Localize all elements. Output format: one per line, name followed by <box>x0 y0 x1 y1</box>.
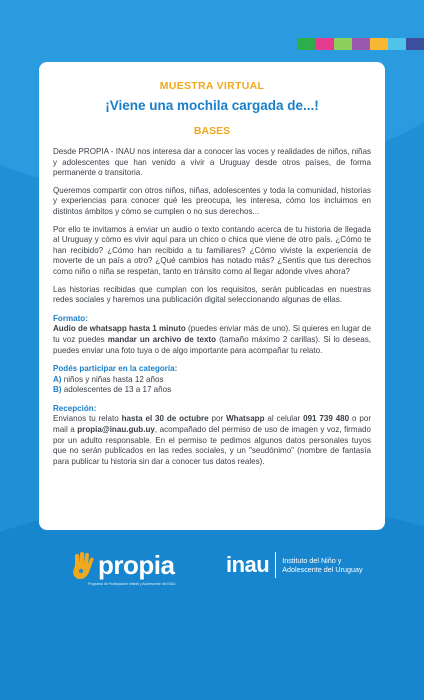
color-strip <box>298 38 424 50</box>
recepcion-heading: Recepción: <box>53 403 97 413</box>
inau-divider <box>275 552 276 578</box>
share-paragraph: Queremos compartir con otros niños, niñas, adolescentes y toda la comunidad, historias y experiencias para conocer qué les preocupa, les interesa, cómo los incluimos en distintos ámbitos y cómo se cumplen o no sus derechos... <box>53 185 371 216</box>
formato-audio-bold: Audio de whatsapp hasta 1 minuto <box>53 324 186 334</box>
strip-block <box>298 38 316 50</box>
invite-paragraph: Por ello te invitamos a enviar un audio o texto contando acerca de tu historia de llegada al Uruguay y cómo es vivir aquí para un chico o chica que viene de otro país. ¿Cómo te han recibido? ¿Cómo han recibido a tu familiares? ¿Cómo viviste la experiencia de moverte de un país a otro? ¿Qué cambios has notado más? ¿Sentís que tus derechos como niño o niña se respetan, tanto en tránsito como al llegar adonde vives ahora? <box>53 224 371 276</box>
strip-block <box>334 38 352 50</box>
recepcion-text-1: Envianos tu relato <box>53 414 122 424</box>
recepcion-text-4: o por mail a <box>53 414 371 435</box>
intro-paragraph: Desde PROPIA - INAU nos interesa dar a conocer las voces y realidades de niños, niñas y adolescentes que han venido a vivir a Uruguay desde otros países, de forma permanente o transitoria. <box>53 147 371 178</box>
strip-block <box>370 38 388 50</box>
propia-tagline: Programa de Participación Infantil y Adolescente del INAU <box>88 582 176 586</box>
propia-logo <box>70 550 174 581</box>
formato-heading: Formato: <box>53 313 88 323</box>
publication-paragraph: Las historias recibidas que cumplan con los requisitos, serán publicadas en nuestras redes sociales y haremos una publicación digital seleccionando algunas de ellas. <box>53 284 371 305</box>
formato-text-1: (puedes enviar más de uno). Si quieres en lugar de tu voz puedes <box>53 324 371 344</box>
recepcion-deadline: hasta el 30 de octubre <box>121 414 209 424</box>
page-title: ¡Viene una mochila cargada de...! <box>105 98 319 113</box>
inau-logo <box>226 552 363 578</box>
footer <box>0 540 424 600</box>
recepcion-email: propia@inau.gub.uy <box>77 425 155 435</box>
formato-paragraph <box>53 324 371 356</box>
categoria-heading: Podés participar en la categoría: <box>53 364 178 374</box>
recepcion-phone: 091 739 480 <box>303 414 350 424</box>
hand-icon <box>70 551 96 581</box>
recepcion-text-3: al celular <box>264 414 304 424</box>
recepcion-text-5: , acompañado del permiso de uso de imagen y voz, firmado por un adulto responsable. En el permiso te pedimos algunos datos personales tuyos que no serán publicados en las redes sociales, y un "seudónimo" (nombre de fantasía para publicar tu historia sin dar a conocer tus datos reales). <box>53 425 371 466</box>
strip-block <box>406 38 424 50</box>
categoria-item-b <box>53 385 371 396</box>
inau-name-line-2: Adolescente del Uruguay <box>282 565 363 574</box>
categoria-item-a <box>53 375 371 386</box>
categoria-letter-a: A) <box>53 374 62 384</box>
strip-block <box>316 38 334 50</box>
inau-wordmark: inau <box>226 552 270 577</box>
section-title-bases: BASES <box>193 125 231 137</box>
kicker-label: MUESTRA VIRTUAL <box>159 80 265 92</box>
recepcion-whatsapp: Whatsapp <box>226 414 265 424</box>
recepcion-text-2: por <box>208 414 227 424</box>
categoria-letter-b: B) <box>53 385 62 395</box>
strip-block <box>388 38 406 50</box>
strip-block <box>352 38 370 50</box>
formato-file-bold: mandar un archivo de texto <box>107 334 217 344</box>
categoria-text-a: niños y niñas hasta 12 años <box>61 374 164 384</box>
background-shape-bottom <box>0 500 424 700</box>
inau-name-line-1: Instituto del Niño y <box>282 556 342 565</box>
categoria-text-b: adolescentes de 13 a 17 años <box>61 385 172 395</box>
inau-name <box>282 556 362 574</box>
propia-wordmark: propia <box>98 550 175 580</box>
formato-text-2: (tamaño máximo 2 carillas). Si lo deseas, puedes enviar una foto tuya o de algo importante para acompañar tu relato. <box>53 334 371 355</box>
content-card <box>39 62 385 530</box>
recepcion-paragraph <box>53 414 371 467</box>
